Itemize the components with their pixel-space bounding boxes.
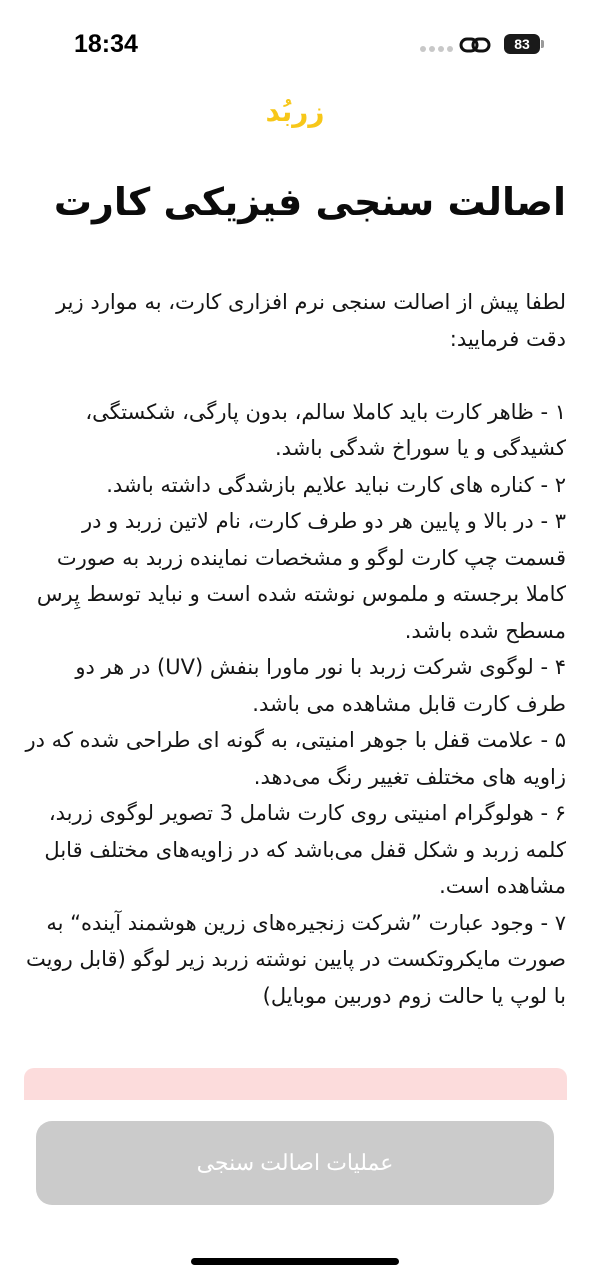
list-item: ۷ - وجود عبارت ”شرکت زنجیره‌های زرین هوشمند آینده“ به صورت مایکروتکست در پایین نوشته زربد زیر لوگو (قابل رویت با لوپ یا حالت زوم دوربین موبایل) xyxy=(25,910,566,1008)
paragraph-gap xyxy=(21,357,566,394)
authenticity-check-label: عملیات اصالت سنجی xyxy=(196,1150,394,1175)
list-item: ۴ - لوگوی شرکت زربد با نور ماورا بنفش (UV) در هر دو طرف کارت قابل مشاهده می باشد. xyxy=(75,655,566,716)
status-time: 18:34 xyxy=(74,30,138,58)
battery-icon: 83 xyxy=(504,34,540,54)
warning-banner xyxy=(24,1068,567,1100)
list-item: ۶ - هولوگرام امنیتی روی کارت شامل 3 تصویر لوگوی زربد، کلمه زربد و شکل قفل می‌باشد که در زاویه‌های مختلف قابل مشاهده است. xyxy=(44,801,566,898)
instructions-content xyxy=(21,284,566,1014)
signal-dots-icon xyxy=(420,46,453,52)
list-item: ۳ - در بالا و پایین هر دو طرف کارت، نام لاتین زربد و در قسمت چپ کارت لوگو و مشخصات نماینده زربد به صورت کاملا برجسته و ملموس نوشته شده است و نباید توسط پِرس مسطح شده باشد. xyxy=(36,509,566,643)
list-item: ۱ - ظاهر کارت باید کاملا سالم، بدون پارگی، شکستگی، کشیدگی و یا سوراخ شدگی باشد. xyxy=(85,399,566,460)
home-indicator[interactable] xyxy=(191,1258,399,1265)
status-bar xyxy=(0,0,590,90)
authenticity-check-button[interactable] xyxy=(36,1121,554,1205)
page-title: اصالت سنجی فیزیکی کارت xyxy=(53,180,566,224)
brand-logo: زربُد xyxy=(265,95,325,128)
list-item: ۲ - کناره های کارت نباید علایم بازشدگی داشته باشد. xyxy=(106,472,566,497)
list-item: ۵ - علامت قفل با جوهر امنیتی، به گونه ای طراحی شده که در زاویه های مختلف تغییر رنگ می‌دهد. xyxy=(25,728,566,789)
intro-text: لطفا پیش از اصالت سنجی نرم افزاری کارت، به موارد زیر دقت فرمایید: xyxy=(56,290,566,351)
link-icon xyxy=(459,34,491,56)
battery-tip xyxy=(541,40,544,48)
